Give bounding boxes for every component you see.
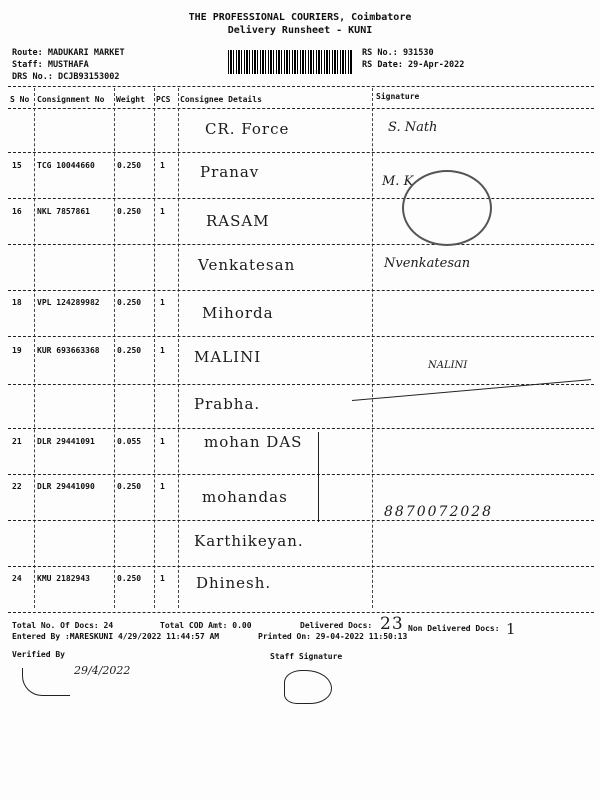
row-sno: 22: [12, 482, 22, 491]
rs-date: RS Date: 29-Apr-2022: [362, 60, 465, 70]
staff-signature-label: Staff Signature: [270, 652, 343, 661]
printed-on: Printed On: 29-04-2022 11:50:13: [258, 632, 408, 641]
row-weight: 0.250: [117, 161, 142, 170]
row-weight: 0.055: [117, 437, 142, 446]
row-weight: 0.250: [117, 207, 142, 216]
row-weight: 0.250: [117, 574, 142, 583]
consignee-handwriting: MALINI: [194, 348, 262, 366]
delivered-label: Delivered Docs:: [300, 621, 373, 630]
row-consignment: KMU 2182943: [37, 574, 90, 583]
row-weight: 0.250: [117, 482, 142, 491]
route-label: Route: MADUKARI MARKET: [12, 48, 125, 58]
row-consignment: DLR 29441090: [37, 482, 95, 491]
row-sno: 16: [12, 207, 22, 216]
consignee-handwriting: Pranav: [200, 163, 260, 181]
row-rule: [8, 384, 594, 385]
column-divider: [178, 88, 179, 608]
row-rule: [8, 428, 594, 429]
staff-label: Staff: MUSTHAFA: [12, 60, 89, 70]
table-top-rule: [8, 86, 594, 87]
row-sno: 15: [12, 161, 22, 170]
barcode-image: [228, 50, 352, 74]
document-title: THE PROFESSIONAL COURIERS, Coimbatore: [188, 12, 412, 23]
row-consignment: DLR 29441091: [37, 437, 95, 446]
verified-by-label: Verified By: [12, 650, 65, 659]
delivered-count: 23: [380, 614, 404, 634]
row-rule: [8, 198, 594, 199]
staff-signature-icon: [284, 670, 332, 704]
row-pcs: 1: [160, 574, 165, 583]
column-divider: [34, 88, 35, 608]
row-pcs: 1: [160, 161, 165, 170]
row-weight: 0.250: [117, 298, 142, 307]
signature-handwriting: M. K: [382, 174, 414, 189]
row-sno: 24: [12, 574, 22, 583]
consignee-handwriting: Mihorda: [202, 304, 274, 322]
consignee-handwriting: mohandas: [202, 488, 288, 506]
signature-handwriting: NALINI: [428, 360, 468, 371]
row-pcs: 1: [160, 298, 165, 307]
column-divider: [372, 88, 373, 608]
col-header-consignee: Consignee Details: [180, 95, 262, 104]
col-header-signature: Signature: [376, 92, 420, 101]
signature-handwriting: 8870072028: [384, 504, 494, 520]
row-rule: [8, 566, 594, 567]
row-rule: [8, 290, 594, 291]
table-bottom-rule: [8, 612, 594, 613]
row-rule: [8, 152, 594, 153]
consignee-handwriting: RASAM: [206, 212, 270, 230]
row-rule: [8, 474, 594, 475]
row-rule: [8, 336, 594, 337]
signature-stroke: [352, 379, 591, 401]
verified-sign-date: 29/4/2022: [74, 664, 131, 677]
row-consignment: NKL 7857861: [37, 207, 90, 216]
bracket-stroke: [318, 432, 319, 522]
consignee-handwriting: Venkatesan: [198, 256, 296, 274]
rs-number: RS No.: 931530: [362, 48, 434, 58]
consignee-handwriting: Dhinesh.: [196, 574, 272, 592]
document-subtitle: Delivery Runsheet - KUNI: [227, 25, 373, 36]
row-rule: [8, 244, 594, 245]
signature-handwriting: S. Nath: [388, 120, 438, 135]
col-header-consignment: Consignment No: [37, 95, 105, 104]
row-pcs: 1: [160, 437, 165, 446]
row-sno: 21: [12, 437, 22, 446]
consignee-handwriting: Prabha.: [194, 395, 261, 413]
header-rule: [8, 108, 594, 109]
verifier-signature-icon: [22, 668, 70, 696]
entered-by: Entered By :MARESKUNI 4/29/2022 11:44:57 AM: [12, 632, 220, 641]
row-consignment: KUR 693663368: [37, 346, 100, 355]
col-header-sno: S No: [10, 95, 30, 104]
delivery-stamp-icon: [402, 170, 492, 246]
consignee-handwriting: CR. Force: [205, 120, 290, 138]
row-rule: [8, 520, 594, 521]
row-pcs: 1: [160, 207, 165, 216]
consignee-handwriting: Karthikeyan.: [194, 532, 304, 550]
row-sno: 19: [12, 346, 22, 355]
row-consignment: TCG 10044660: [37, 161, 95, 170]
col-header-pcs: PCS: [156, 95, 171, 104]
non-delivered-label: Non Delivered Docs:: [408, 624, 500, 633]
column-divider: [154, 88, 155, 608]
non-delivered-count: 1: [506, 620, 517, 638]
total-docs: Total No. Of Docs: 24: [12, 621, 114, 630]
signature-handwriting: Nvenkatesan: [384, 256, 471, 271]
column-divider: [114, 88, 115, 608]
row-weight: 0.250: [117, 346, 142, 355]
drs-number: DRS No.: DCJB93153002: [12, 72, 120, 82]
row-pcs: 1: [160, 482, 165, 491]
col-header-weight: Weight: [116, 95, 145, 104]
row-pcs: 1: [160, 346, 165, 355]
row-sno: 18: [12, 298, 22, 307]
row-consignment: VPL 124289982: [37, 298, 100, 307]
consignee-handwriting: mohan DAS: [204, 433, 303, 451]
total-cod: Total COD Amt: 0.00: [160, 621, 252, 630]
